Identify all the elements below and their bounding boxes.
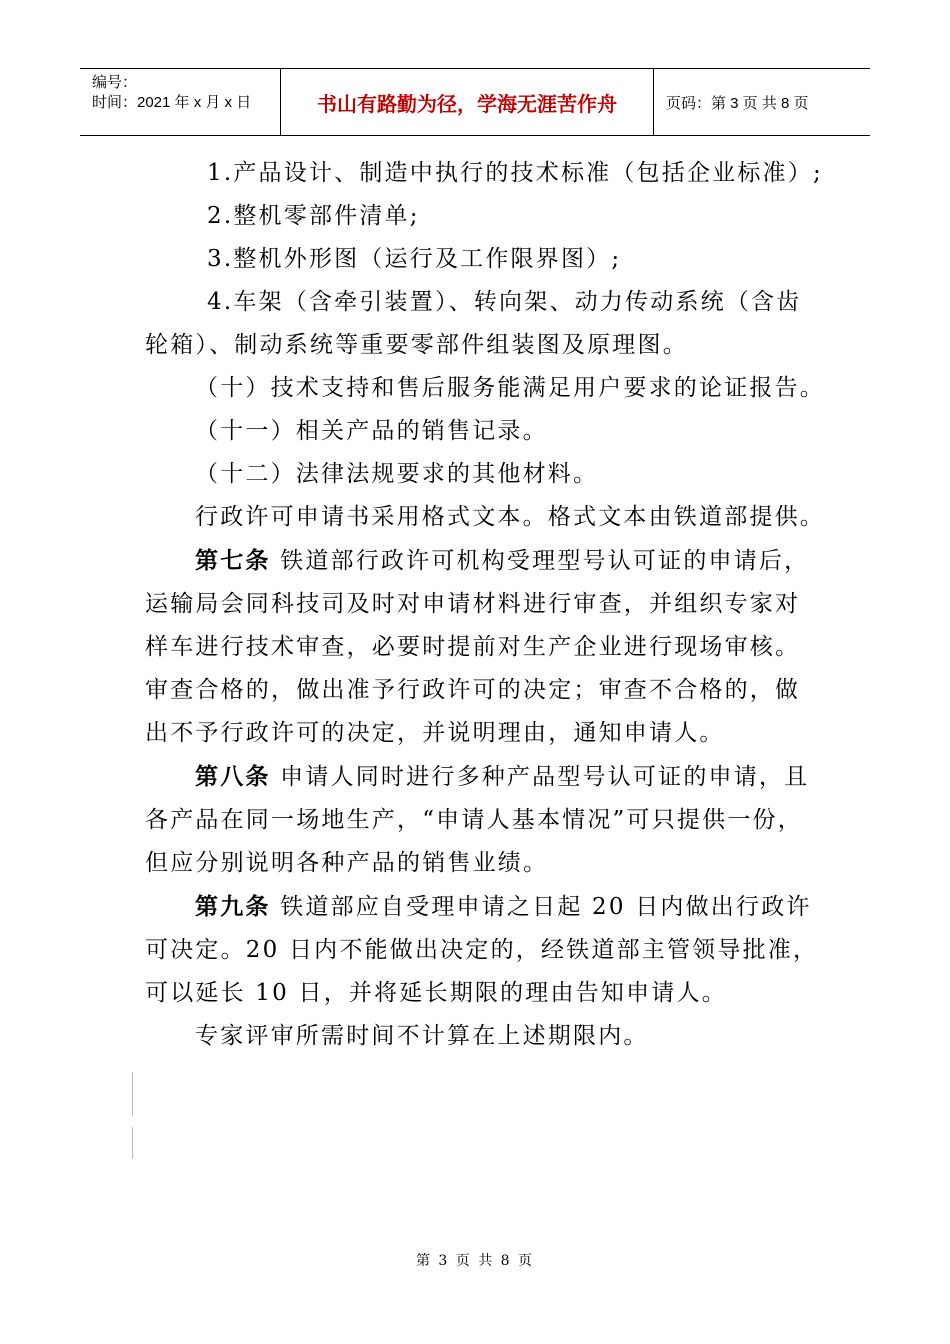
paragraph-text: 铁道部应自受理申请之日起 20 日内做出行政许可决定。20 日内不能做出决定的，经铁道部主管领导批准，可以延长 10 日，并将延长期限的理由告知申请人。 xyxy=(145,894,819,1006)
paragraph xyxy=(145,539,825,755)
paragraph-text: （十一）相关产品的销售记录。 xyxy=(195,418,548,444)
article-number: 第七条 xyxy=(195,547,271,574)
paragraph xyxy=(145,885,825,1015)
paragraph xyxy=(145,238,825,281)
article-number: 第八条 xyxy=(195,763,271,790)
paragraph-text: 申请人同时进行多种产品型号认可证的申请，且各产品在同一场地生产，“申请人基本情况”可只提供一份，但应分别说明各种产品的销售业绩。 xyxy=(145,764,810,876)
paragraph xyxy=(145,755,825,885)
paragraph xyxy=(145,1015,825,1058)
paragraph-text: （十）技术支持和售后服务能满足用户要求的论证报告。 xyxy=(195,375,825,401)
paragraph xyxy=(145,367,825,410)
paragraph-text: （十二）法律法规要求的其他材料。 xyxy=(195,461,599,487)
paragraph-text: 行政许可申请书采用格式文本。格式文本由铁道部提供。 xyxy=(195,504,825,530)
paragraph-text: 2.整机零部件清单; xyxy=(207,203,420,229)
header-motto: 书山有路勤为径，学海无涯苦作舟 xyxy=(281,69,654,135)
header-meta xyxy=(80,69,281,135)
document-body xyxy=(145,152,825,1058)
margin-mark xyxy=(132,1072,133,1116)
article-number: 第九条 xyxy=(195,893,271,920)
page-footer: 第 3 页 共 8 页 xyxy=(415,1253,535,1269)
number-label: 编号： xyxy=(92,74,138,91)
paragraph xyxy=(145,410,825,453)
paragraph-text: 1.产品设计、制造中执行的技术标准（包括企业标准）; xyxy=(207,160,823,186)
paragraph xyxy=(145,281,825,367)
page-header xyxy=(80,68,870,136)
paragraph xyxy=(145,152,825,195)
date-label: 时间：2021 年 x 月 x 日 xyxy=(92,94,252,111)
paragraph xyxy=(145,496,825,539)
paragraph xyxy=(145,453,825,496)
paragraph-text: 3.整机外形图（运行及工作限界图）; xyxy=(207,246,622,272)
margin-mark xyxy=(132,1127,133,1159)
paragraph xyxy=(145,195,825,238)
header-page-info: 页码：第 3 页 共 8 页 xyxy=(666,94,809,112)
paragraph-text: 专家评审所需时间不计算在上述期限内。 xyxy=(195,1023,649,1049)
paragraph-text: 铁道部行政许可机构受理型号认可证的申请后，运输局会同科技司及时对申请材料进行审查，并组织专家对样车进行技术审查，必要时提前对生产企业进行现场审核。审查合格的，做出准予行政许可的决定；审查不合格的，做出不予行政许可的决定，并说明理由，通知申请人。 xyxy=(145,548,810,746)
paragraph-text: 4.车架（含牵引装置）、转向架、动力传动系统（含齿轮箱）、制动系统等重要零部件组装图及原理图。 xyxy=(145,289,802,358)
